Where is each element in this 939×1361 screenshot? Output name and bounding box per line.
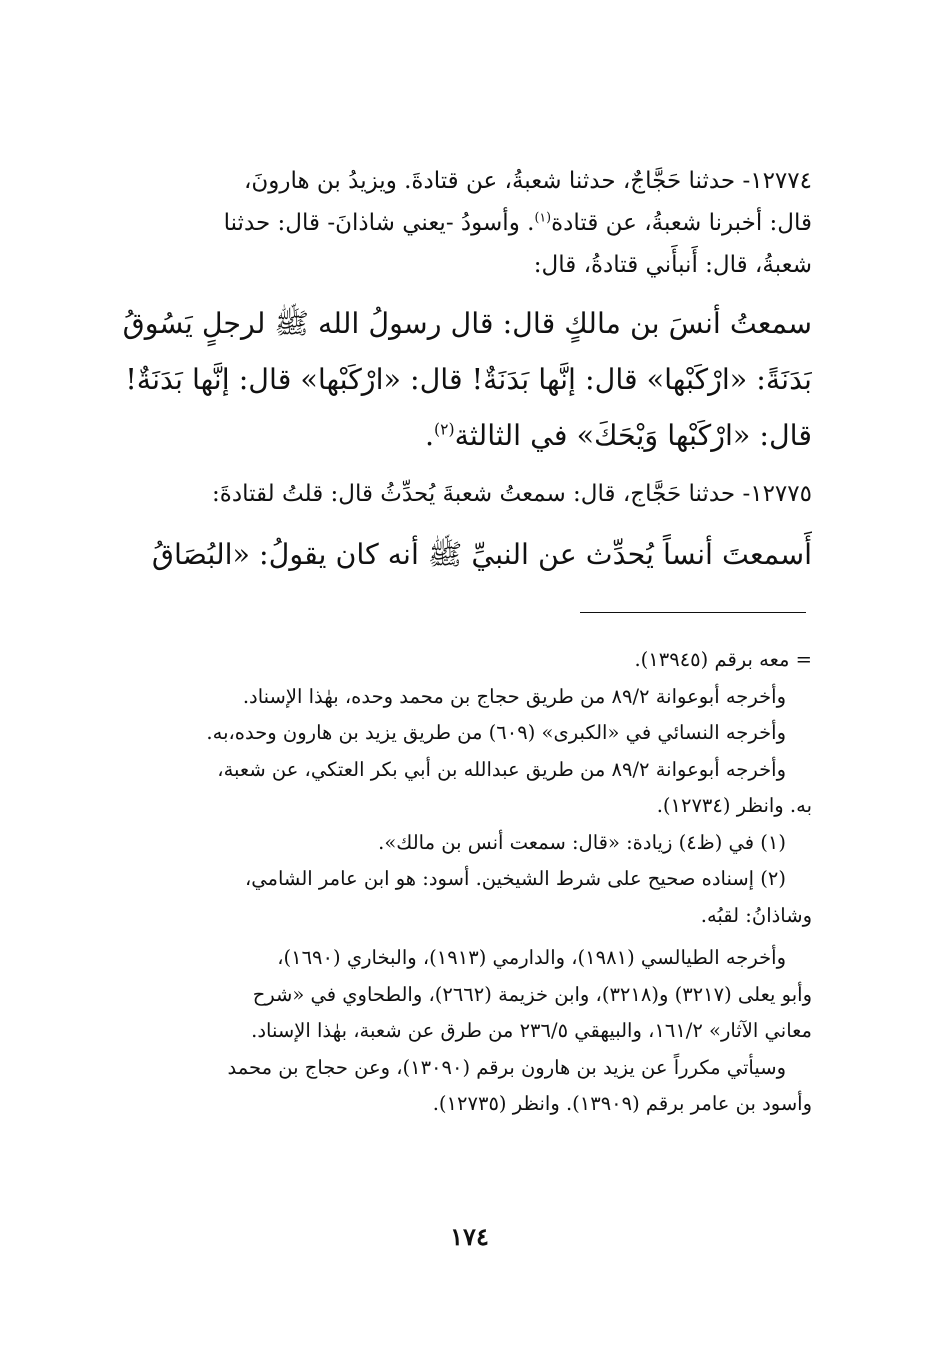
footnote-separator	[580, 612, 806, 613]
hadith-12775-chain	[100, 473, 812, 515]
chain-line-tail: . وأسودُ -يعني شاذانَ- قال: حدثنا	[223, 210, 535, 236]
footnote-ref-2[interactable]: (٢)	[434, 419, 455, 439]
matn-line-end: .	[424, 419, 435, 452]
matn-line: بَدَنَةً: «ارْكَبْها» قال: إنَّها بَدَنَةٌ! قال: «ارْكَبْها» قال: إنَّها بَدَنَةٌ!	[125, 363, 812, 396]
matn-line-text: قال: «ارْكَبْها وَيْحَكَ» في الثالثة	[454, 419, 812, 452]
matn-line: سمعتُ أنسَ بن مالكٍ قال: قال رسولُ الله ﷺ لرجلٍ يَسُوقُ	[122, 307, 812, 340]
footnote-continuation: = معه برقم (١٣٩٤٥).	[634, 648, 812, 671]
footnote-1: (١) في (ظ٤) زيادة: «قال: سمعت أنس بن مالك».	[378, 830, 786, 854]
takhrij-line: معاني الآثار» ١٦١/٢، والبيهقي ٢٣٦/٥ من طرق عن شعبة، بهٰذا الإسناد.	[251, 1019, 812, 1042]
matn-line	[100, 408, 812, 464]
takhrij-line: به. وانظر (١٢٧٣٤).	[656, 794, 812, 817]
footnotes	[100, 642, 812, 1123]
chain-line: ١٢٧٧٥- حدثنا حَجَّاج، قال: سمعتُ شعبةَ يُحدِّثُ قال: قلتُ لقتادةَ:	[212, 481, 812, 507]
chain-line-text: قال: أخبرنا شعبةُ، عن قتادة	[551, 210, 812, 236]
footnote-2-cont: وشاذانُ: لقبُه.	[700, 903, 812, 927]
page-number: ١٧٤	[450, 1222, 489, 1251]
footnote-ref-1[interactable]: (١)	[534, 209, 552, 225]
takhrij-line: وأخرجه أبوعوانة ٨٩/٢ من طريق حجاج بن محمد وحده، بهٰذا الإسناد.	[242, 684, 786, 708]
footnote-2: (٢) إسناده صحيح على شرط الشيخين. أسود: هو ابن عامر الشامي،	[244, 867, 786, 890]
chain-line	[100, 202, 812, 244]
hadith-12774-chain	[100, 160, 812, 286]
takhrij-line: وأخرجه الطيالسي (١٩٨١)، والدارمي (١٩١٣)، والبخاري (١٦٩٠)،	[277, 946, 786, 969]
takhrij-line: وأخرجه النسائي في «الكبرى» (٦٠٩) من طريق يزيد بن هارون وحده،به.	[206, 721, 786, 744]
hadith-12775-matn	[100, 527, 812, 583]
takhrij-line: وسيأتي مكرراً عن يزيد بن هارون برقم (١٣٠٩٠)، وعن حجاج بن محمد	[227, 1055, 786, 1079]
chain-line: ١٢٧٧٤- حدثنا حَجَّاجٌ، حدثنا شعبةُ، عن قتادةَ. ويزيدُ بن هارونَ،	[243, 168, 812, 194]
matn-line: أَسمعتَ أنساً يُحدِّث عن النبيِّ ﷺ أنه كان يقولُ: «البُصَاقُ	[151, 538, 812, 571]
chain-line: شعبةُ، قال: أَنبأَني قتادةُ، قال:	[533, 252, 812, 278]
hadith-12774-matn	[100, 296, 812, 464]
takhrij-line: وأخرجه أبوعوانة ٨٩/٢ من طريق عبدالله بن أبي بكر العتكي، عن شعبة،	[217, 757, 786, 781]
takhrij-line: وأبو يعلى (٣٢١٧) و(٣٢١٨)، وابن خزيمة (٢٦٦٢)، والطحاوي في «شرح	[252, 982, 812, 1006]
takhrij-line: وأسود بن عامر برقم (١٣٩٠٩). وانظر (١٢٧٣٥).	[432, 1092, 812, 1115]
